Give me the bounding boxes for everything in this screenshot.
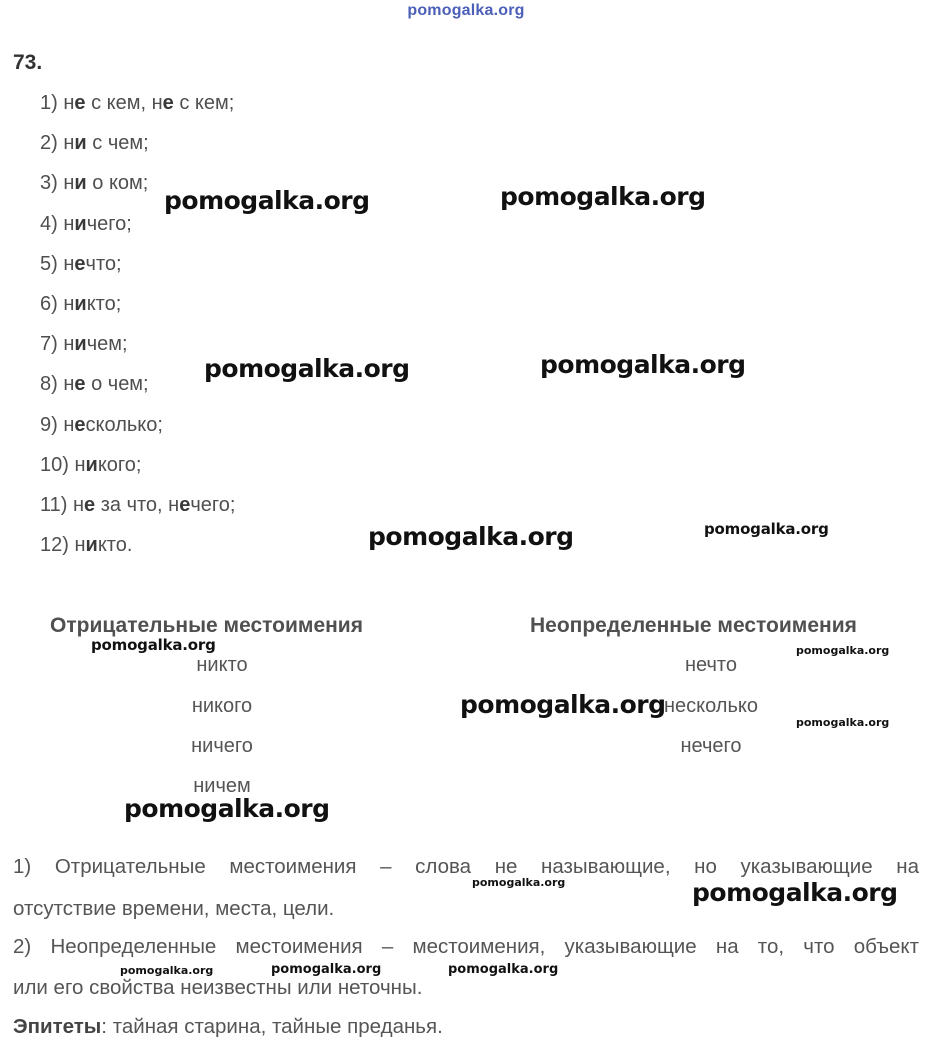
watermark: pomogalka.org [704,520,829,538]
answer-text: с кем, н [85,92,163,114]
answer-vowel: и [74,333,87,355]
answer-text: н [74,534,86,556]
definition-negative-line1: 1) Отрицательные местоимения – слова не называющие, но указывающие на [13,855,919,878]
watermark: pomogalka.org [164,186,370,215]
answer-vowel: е [84,494,96,516]
definition-negative-line2: отсутствие времени, места, цели. [13,897,335,920]
answer-number: 1) [40,92,58,114]
watermark: pomogalka.org [271,962,382,977]
watermark: pomogalka.org [460,690,666,719]
answer-line [40,293,121,316]
answer-text: н [63,213,75,235]
watermark: pomogalka.org [368,522,574,551]
watermark: pomogalka.org [796,716,890,729]
answer-line [40,172,148,195]
answer-line [40,333,128,356]
answer-line [40,213,132,236]
answer-text: чего; [86,213,132,235]
answer-line [40,494,235,517]
answer-number: 6) [40,293,58,315]
task-number: 73. [13,51,43,74]
answer-vowel: е [74,414,86,436]
answer-number: 4) [40,213,58,235]
answer-text: о ком; [86,172,149,194]
answer-text: с кем; [173,92,235,114]
answer-vowel: е [74,92,86,114]
answer-text: с чем; [86,132,149,154]
epithets-text: : тайная старина, тайные преданья. [101,1015,443,1038]
answer-text: чем; [86,333,128,355]
indefinite-word: несколько [663,695,758,717]
answer-text: что; [85,253,122,275]
epithets-label: Эпитеты [13,1015,102,1038]
watermark: pomogalka.org [91,636,216,654]
watermark: pomogalka.org [500,182,706,211]
answer-number: 2) [40,132,58,154]
answer-text: н [63,293,75,315]
definition-indefinite-line2: или его свойства неизвестны или неточны. [13,976,423,999]
answer-number: 8) [40,373,58,395]
answer-vowel: е [162,92,174,114]
answer-vowel: и [74,132,87,154]
answer-vowel: и [85,534,98,556]
answer-vowel: и [74,293,87,315]
answer-vowel: и [74,213,87,235]
answer-text: н [74,454,86,476]
answer-text: кто; [86,293,122,315]
answer-text: кого; [97,454,142,476]
answer-number: 10) [40,454,69,476]
answer-line [40,92,234,115]
answer-vowel: и [74,172,87,194]
answer-number: 11) [40,494,68,516]
watermark: pomogalka.org [448,962,559,977]
answer-text: чего; [190,494,236,516]
answer-vowel: е [179,494,191,516]
answer-text: сколько; [85,414,163,436]
answer-line [40,373,149,396]
answer-vowel: е [74,373,86,395]
site-header: pomogalka.org [407,2,525,19]
watermark: pomogalka.org [692,878,898,907]
indefinite-pronouns-heading: Неопределенные местоимения [530,614,857,637]
watermark: pomogalka.org [540,350,746,379]
watermark: pomogalka.org [124,794,330,823]
answer-text: н [63,132,75,154]
watermark: pomogalka.org [796,644,890,657]
answer-line [40,132,149,155]
answer-line [40,414,163,437]
negative-word: никто [196,654,248,676]
answer-line [40,534,132,557]
answer-text: за что, н [95,494,180,516]
indefinite-word: нечто [685,654,737,676]
answer-text: н [63,253,75,275]
answer-line [40,454,141,477]
answer-number: 3) [40,172,58,194]
answer-number: 12) [40,534,69,556]
answer-number: 7) [40,333,58,355]
negative-word: никого [191,695,253,717]
answer-vowel: е [74,253,86,275]
answer-number: 5) [40,253,58,275]
definition-indefinite-line1: 2) Неопределенные местоимения – местоимения, указывающие на то, что объект [13,935,919,958]
watermark: pomogalka.org [120,964,214,977]
answer-text: н [63,92,75,114]
watermark: pomogalka.org [472,876,566,889]
answer-text: н [63,414,75,436]
answer-text: о чем; [85,373,149,395]
answer-text: кто. [97,534,133,556]
answer-vowel: и [85,454,98,476]
answer-text: н [63,373,75,395]
answer-text: н [72,494,85,516]
negative-word: ничего [191,735,253,757]
answer-text: н [63,333,75,355]
indefinite-word: нечего [680,735,742,757]
negative-word: ничем [193,775,251,797]
watermark: pomogalka.org [204,354,410,383]
answer-number: 9) [40,414,58,436]
answer-text: н [63,172,75,194]
answer-line [40,253,122,276]
negative-pronouns-heading: Отрицательные местоимения [50,614,363,637]
epithets-line [13,1006,919,1047]
